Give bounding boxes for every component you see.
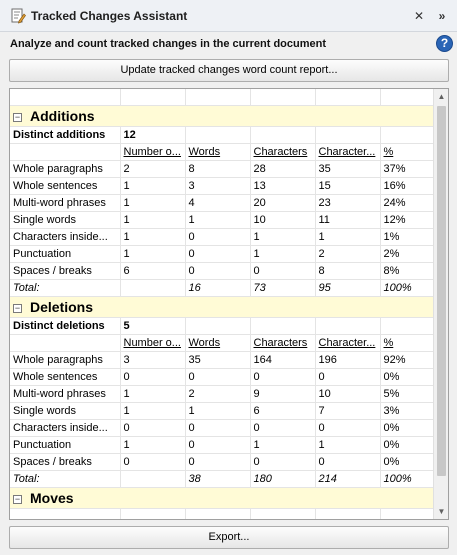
count-cell: 6: [120, 262, 185, 279]
count-cell: 2: [120, 160, 185, 177]
empty-cell: [250, 317, 315, 334]
words-cell: 35: [185, 351, 250, 368]
total-label: Total:: [10, 279, 120, 296]
count-cell: 0: [120, 453, 185, 470]
window-title: Tracked Changes Assistant: [31, 9, 188, 23]
grid-empty-row: [10, 508, 434, 520]
empty-cell: [120, 279, 185, 296]
grid-spacer-cell: [120, 89, 185, 105]
table-row: [10, 351, 434, 368]
words-cell: 0: [185, 419, 250, 436]
total-words: 16: [185, 279, 250, 296]
empty-cell: [120, 470, 185, 487]
distinct-label: Distinct additions: [10, 126, 120, 143]
row-label: Characters inside...: [10, 419, 120, 436]
words-cell: 8: [185, 160, 250, 177]
empty-cell: [10, 508, 120, 520]
collapse-icon[interactable]: −: [14, 303, 21, 314]
scroll-up-icon[interactable]: ▲: [437, 92, 446, 101]
row-label: Spaces / breaks: [10, 453, 120, 470]
close-icon[interactable]: ✕: [413, 9, 425, 23]
row-label: Multi-word phrases: [10, 385, 120, 402]
table-row: [10, 245, 434, 262]
percent-cell: 1%: [380, 228, 434, 245]
count-cell: 1: [120, 245, 185, 262]
empty-cell: [315, 317, 380, 334]
section-title: Deletions: [30, 298, 94, 315]
count-cell: 3: [120, 351, 185, 368]
percent-cell: 0%: [380, 419, 434, 436]
characters-cell: 0: [250, 453, 315, 470]
help-icon[interactable]: ?: [436, 35, 453, 52]
percent-cell: 37%: [380, 160, 434, 177]
section-header-additions: [10, 105, 434, 126]
words-cell: 0: [185, 228, 250, 245]
words-cell: 0: [185, 262, 250, 279]
table-row: [10, 262, 434, 279]
distinct-value: 5: [120, 317, 185, 334]
characters-with-spaces-cell: 15: [315, 177, 380, 194]
words-cell: 3: [185, 177, 250, 194]
total-row: [10, 279, 434, 296]
table-row: [10, 436, 434, 453]
scrollbar-thumb[interactable]: [437, 106, 446, 476]
total-characters: 73: [250, 279, 315, 296]
distinct-row-deletions: [10, 317, 434, 334]
table-row: [10, 228, 434, 245]
percent-cell: 16%: [380, 177, 434, 194]
words-cell: 1: [185, 211, 250, 228]
column-header: Number o...: [120, 334, 185, 351]
words-cell: 4: [185, 194, 250, 211]
section-header-deletions: [10, 296, 434, 317]
panel-subtitle: Analyze and count tracked changes in the current document: [10, 38, 327, 50]
section-moves[interactable]: [10, 487, 434, 508]
characters-with-spaces-cell: 23: [315, 194, 380, 211]
percent-cell: 0%: [380, 368, 434, 385]
row-label: Multi-word phrases: [10, 194, 120, 211]
percent-cell: 3%: [380, 402, 434, 419]
column-header-row: [10, 143, 434, 160]
count-cell: 0: [120, 419, 185, 436]
characters-cell: 6: [250, 402, 315, 419]
grid-spacer-cell: [10, 89, 120, 105]
total-words: 38: [185, 470, 250, 487]
table-row: [10, 453, 434, 470]
percent-cell: 92%: [380, 351, 434, 368]
characters-cell: 9: [250, 385, 315, 402]
total-percent: 100%: [380, 279, 434, 296]
characters-cell: 1: [250, 245, 315, 262]
characters-with-spaces-cell: 8: [315, 262, 380, 279]
report-table: [10, 89, 435, 520]
characters-with-spaces-cell: 11: [315, 211, 380, 228]
percent-cell: 5%: [380, 385, 434, 402]
grid-spacer-cell: [380, 89, 434, 105]
characters-cell: 0: [250, 262, 315, 279]
table-row: [10, 211, 434, 228]
total-label: Total:: [10, 470, 120, 487]
update-report-button[interactable]: Update tracked changes word count report...: [9, 59, 449, 82]
column-header: Characters: [250, 143, 315, 160]
row-label: Punctuation: [10, 436, 120, 453]
percent-cell: 12%: [380, 211, 434, 228]
percent-cell: 24%: [380, 194, 434, 211]
characters-cell: 1: [250, 228, 315, 245]
empty-cell: [120, 508, 185, 520]
report-grid[interactable]: [9, 88, 449, 520]
row-label: Punctuation: [10, 245, 120, 262]
characters-with-spaces-cell: 0: [315, 368, 380, 385]
count-cell: 0: [120, 368, 185, 385]
empty-cell: [250, 126, 315, 143]
document-edit-icon: [10, 8, 26, 24]
column-header: Words: [185, 334, 250, 351]
empty-cell: [380, 126, 434, 143]
count-cell: 1: [120, 177, 185, 194]
percent-cell: 2%: [380, 245, 434, 262]
count-cell: 1: [120, 402, 185, 419]
column-header: %: [380, 334, 434, 351]
percent-cell: 0%: [380, 436, 434, 453]
table-row: [10, 160, 434, 177]
row-label: Whole paragraphs: [10, 160, 120, 177]
characters-with-spaces-cell: 1: [315, 228, 380, 245]
count-cell: 1: [120, 228, 185, 245]
collapse-icon[interactable]: −: [14, 112, 21, 123]
grid-spacer-cell: [315, 89, 380, 105]
section-header-moves: [10, 487, 434, 508]
scroll-down-icon[interactable]: ▼: [437, 507, 446, 516]
characters-cell: 20: [250, 194, 315, 211]
count-cell: 1: [120, 436, 185, 453]
column-header: Characters: [250, 334, 315, 351]
grid-spacer-cell: [250, 89, 315, 105]
empty-cell: [380, 508, 434, 520]
distinct-value: 12: [120, 126, 185, 143]
empty-cell: [185, 508, 250, 520]
characters-cell: 1: [250, 436, 315, 453]
total-characters-with-spaces: 95: [315, 279, 380, 296]
words-cell: 2: [185, 385, 250, 402]
empty-cell: [185, 317, 250, 334]
row-label: Whole sentences: [10, 177, 120, 194]
characters-with-spaces-cell: 7: [315, 402, 380, 419]
empty-cell: [10, 143, 120, 160]
export-button[interactable]: Export...: [9, 526, 449, 549]
empty-cell: [185, 126, 250, 143]
words-cell: 0: [185, 436, 250, 453]
double-chevron-right-icon[interactable]: »: [438, 9, 446, 23]
collapse-icon[interactable]: −: [14, 494, 21, 505]
count-cell: 1: [120, 211, 185, 228]
characters-cell: 0: [250, 368, 315, 385]
total-characters-with-spaces: 214: [315, 470, 380, 487]
section-deletions[interactable]: [10, 296, 434, 317]
characters-with-spaces-cell: 0: [315, 453, 380, 470]
row-label: Single words: [10, 402, 120, 419]
section-title: Moves: [30, 489, 74, 506]
empty-cell: [380, 317, 434, 334]
total-characters: 180: [250, 470, 315, 487]
empty-cell: [250, 508, 315, 520]
table-row: [10, 385, 434, 402]
column-header: Character...: [315, 334, 380, 351]
percent-cell: 8%: [380, 262, 434, 279]
column-header: Words: [185, 143, 250, 160]
words-cell: 0: [185, 368, 250, 385]
words-cell: 0: [185, 453, 250, 470]
count-cell: 1: [120, 385, 185, 402]
characters-cell: 164: [250, 351, 315, 368]
grid-spacer-row: [10, 89, 434, 105]
characters-with-spaces-cell: 2: [315, 245, 380, 262]
table-row: [10, 402, 434, 419]
row-label: Whole sentences: [10, 368, 120, 385]
percent-cell: 0%: [380, 453, 434, 470]
distinct-row-additions: [10, 126, 434, 143]
total-row: [10, 470, 434, 487]
characters-with-spaces-cell: 196: [315, 351, 380, 368]
characters-cell: 28: [250, 160, 315, 177]
total-percent: 100%: [380, 470, 434, 487]
characters-with-spaces-cell: 0: [315, 419, 380, 436]
table-row: [10, 194, 434, 211]
characters-cell: 13: [250, 177, 315, 194]
column-header: Character...: [315, 143, 380, 160]
words-cell: 1: [185, 402, 250, 419]
section-additions[interactable]: [10, 105, 434, 126]
vertical-scrollbar[interactable]: [433, 89, 448, 519]
empty-cell: [10, 334, 120, 351]
table-row: [10, 368, 434, 385]
column-header: Number o...: [120, 143, 185, 160]
characters-with-spaces-cell: 35: [315, 160, 380, 177]
count-cell: 1: [120, 194, 185, 211]
empty-cell: [315, 126, 380, 143]
column-header-row: [10, 334, 434, 351]
characters-cell: 0: [250, 419, 315, 436]
distinct-label: Distinct deletions: [10, 317, 120, 334]
row-label: Whole paragraphs: [10, 351, 120, 368]
column-header: %: [380, 143, 434, 160]
table-row: [10, 419, 434, 436]
characters-with-spaces-cell: 1: [315, 436, 380, 453]
characters-cell: 10: [250, 211, 315, 228]
characters-with-spaces-cell: 10: [315, 385, 380, 402]
words-cell: 0: [185, 245, 250, 262]
row-label: Spaces / breaks: [10, 262, 120, 279]
table-row: [10, 177, 434, 194]
row-label: Characters inside...: [10, 228, 120, 245]
row-label: Single words: [10, 211, 120, 228]
title-bar: [0, 0, 457, 32]
section-title: Additions: [30, 107, 95, 124]
empty-cell: [315, 508, 380, 520]
grid-spacer-cell: [185, 89, 250, 105]
